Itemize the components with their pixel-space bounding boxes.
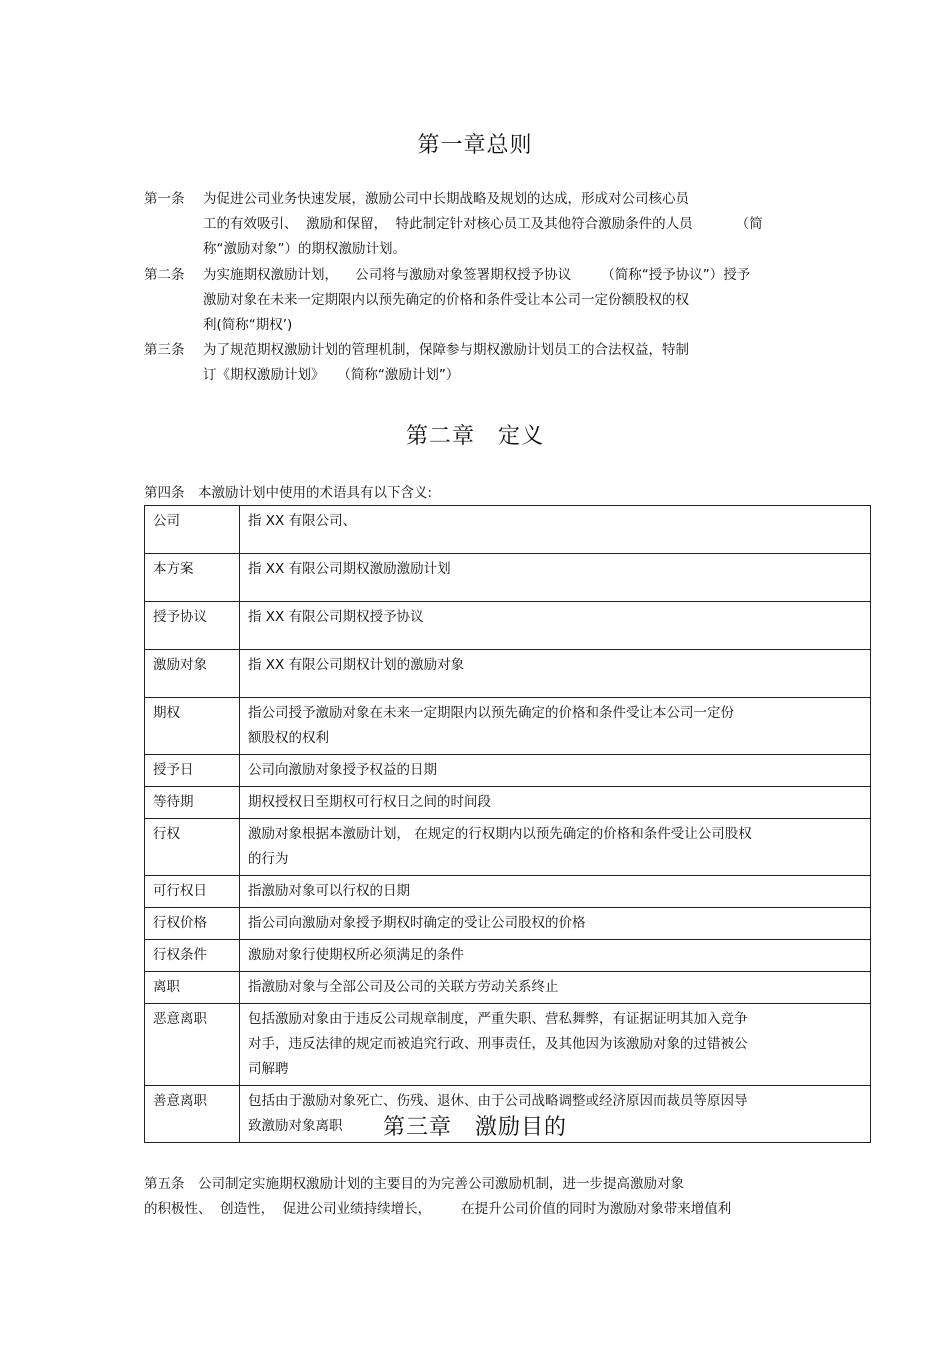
article-1-line: 称“激励对象”）的期权激励计划。 bbox=[203, 241, 406, 257]
definition-meaning: 指 XX 有限公司期权激励激励计划 bbox=[240, 554, 871, 602]
definition-row bbox=[145, 554, 871, 602]
definition-term: 授予日 bbox=[145, 755, 240, 787]
definition-meaning: 激励对象根据本激励计划， 在规定的行权期内以预先确定的价格和条件受让公司股权 的行为 bbox=[240, 819, 871, 876]
article-5-line-1: 第五条 公司制定实施期权激励计划的主要目的为完善公司激励机制，进一步提高激励对象 bbox=[144, 1176, 684, 1192]
definition-term: 本方案 bbox=[145, 554, 240, 602]
definition-term: 期权 bbox=[145, 698, 240, 755]
definition-meaning: 指 XX 有限公司、 bbox=[240, 506, 871, 554]
definition-meaning: 包括由于激励对象死亡、伤残、退休、由于公司战略调整或经济原因而裁员等原因导 致激励对象离职 bbox=[240, 1086, 871, 1143]
definition-row bbox=[145, 819, 871, 876]
article-2-label: 第二条 bbox=[144, 267, 185, 283]
article-1-line: 工的有效吸引、 激励和保留， 特此制定针对核心员工及其他符合激励条件的人员 （简 bbox=[203, 216, 763, 232]
definition-row bbox=[145, 1004, 871, 1086]
article-2-line: 为实施期权激励计划， 公司将与激励对象签署期权授予协议 （简称“授予协议”）授予 bbox=[203, 267, 751, 283]
definition-row bbox=[145, 698, 871, 755]
definition-row bbox=[145, 787, 871, 819]
definition-term: 善意离职 bbox=[145, 1086, 240, 1143]
definition-meaning: 指公司向激励对象授予期权时确定的受让公司股权的价格 bbox=[240, 908, 871, 940]
definition-term: 恶意离职 bbox=[145, 1004, 240, 1086]
definition-row bbox=[145, 972, 871, 1004]
article-5-line-2: 的积极性、 创造性， 促进公司业绩持续增长， 在提升公司价值的同时为激励对象带来增值利 bbox=[144, 1201, 732, 1217]
definition-row bbox=[145, 755, 871, 787]
definition-row bbox=[145, 876, 871, 908]
definition-term: 离职 bbox=[145, 972, 240, 1004]
definition-row bbox=[145, 506, 871, 554]
definition-meaning: 指 XX 有限公司期权授予协议 bbox=[240, 602, 871, 650]
definition-meaning: 指激励对象与全部公司及公司的关联方劳动关系终止 bbox=[240, 972, 871, 1004]
definition-term: 激励对象 bbox=[145, 650, 240, 698]
definition-term: 行权条件 bbox=[145, 940, 240, 972]
definition-term: 等待期 bbox=[145, 787, 240, 819]
article-3-label: 第三条 bbox=[144, 342, 185, 358]
definition-meaning: 指 XX 有限公司期权计划的激励对象 bbox=[240, 650, 871, 698]
definition-row bbox=[145, 908, 871, 940]
definition-term: 可行权日 bbox=[145, 876, 240, 908]
article-2-line: 利(简称“期权’) bbox=[203, 317, 293, 333]
definition-meaning: 激励对象行使期权所必须满足的条件 bbox=[240, 940, 871, 972]
definitions-table bbox=[144, 505, 871, 1143]
definition-meaning: 指公司授予激励对象在未来一定期限内以预先确定的价格和条件受让本公司一定份 额股权的权利 bbox=[240, 698, 871, 755]
definition-meaning: 指激励对象可以行权的日期 bbox=[240, 876, 871, 908]
article-1-line: 为促进公司业务快速发展，激励公司中长期战略及规划的达成，形成对公司核心员 bbox=[203, 191, 689, 207]
definition-meaning: 公司向激励对象授予权益的日期 bbox=[240, 755, 871, 787]
article-3-line: 为了规范期权激励计划的管理机制，保障参与期权激励计划员工的合法权益，特制 bbox=[203, 342, 689, 358]
chapter-2-title: 第二章 定义 bbox=[405, 424, 544, 449]
definition-meaning: 期权授权日至期权可行权日之间的时间段 bbox=[240, 787, 871, 819]
definition-term: 授予协议 bbox=[145, 602, 240, 650]
chapter-1-title: 第一章总则 bbox=[417, 133, 533, 158]
definition-term: 公司 bbox=[145, 506, 240, 554]
definition-row bbox=[145, 940, 871, 972]
definition-row bbox=[145, 602, 871, 650]
article-1-label: 第一条 bbox=[144, 191, 185, 207]
definition-term: 行权 bbox=[145, 819, 240, 876]
definition-row bbox=[145, 650, 871, 698]
definition-meaning: 包括激励对象由于违反公司规章制度，严重失职、营私舞弊，有证据证明其加入竞争 对手，违反法律的规定而被追究行政、刑事责任，及其他因为该激励对象的过错被公 司解聘 bbox=[240, 1004, 871, 1086]
article-3-line: 订《期权激励计划》 （简称“激励计划”） bbox=[203, 367, 460, 383]
article-4: 第四条 本激励计划中使用的术语具有以下含义: bbox=[144, 485, 433, 501]
chapter-3-title: 第三章 激励目的 bbox=[382, 1115, 567, 1140]
article-2-line: 激励对象在未来一定期限内以预先确定的价格和条件受让本公司一定份额股权的权 bbox=[203, 292, 689, 308]
definition-term: 行权价格 bbox=[145, 908, 240, 940]
